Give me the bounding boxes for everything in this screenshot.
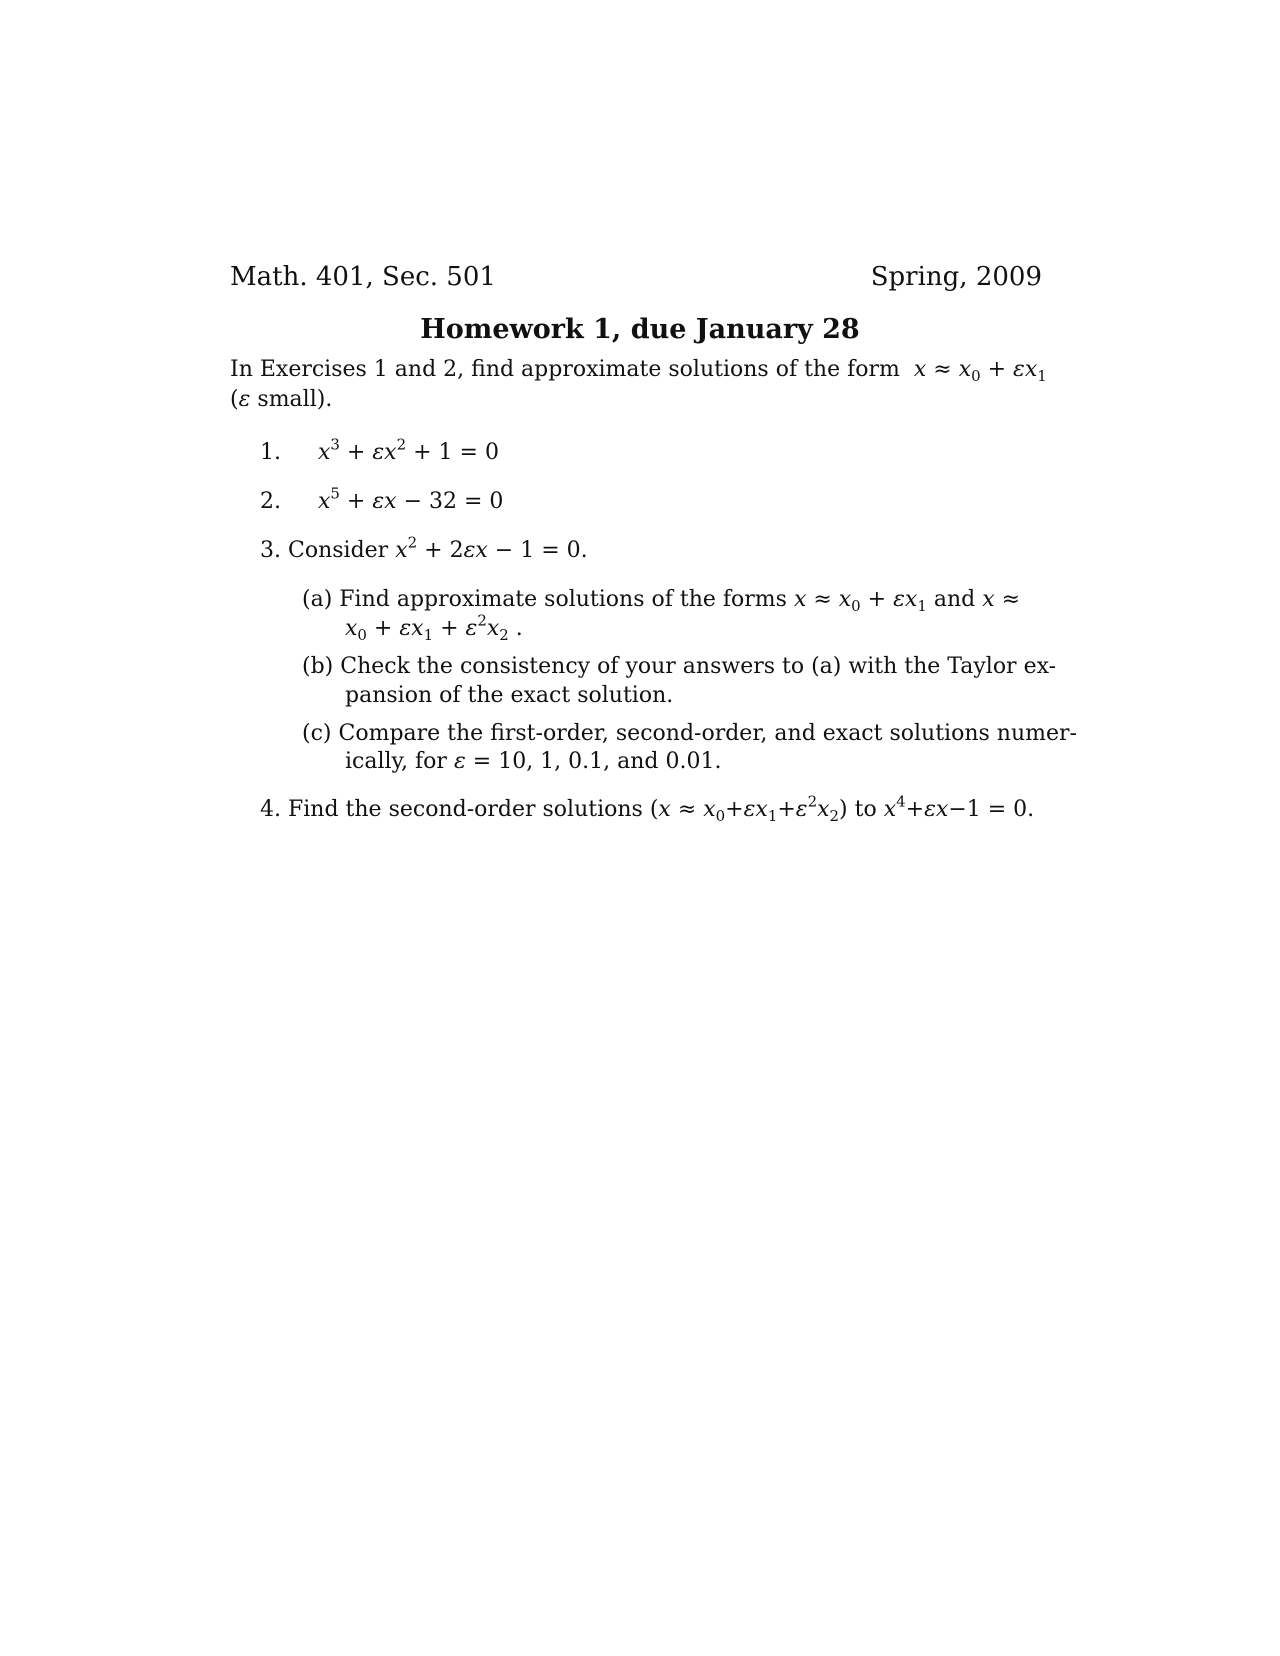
- exercise-number: 3.: [260, 538, 281, 563]
- part-c-text-1: Compare the first-order, second-order, and exact solutions numer-: [338, 721, 1077, 746]
- intro-text-2: small).: [257, 387, 333, 412]
- exercise-4-to: to: [854, 797, 877, 822]
- exercise-number: 4.: [260, 797, 281, 822]
- part-label: (b): [302, 654, 334, 679]
- part-c-text-2: ically, for: [345, 749, 447, 774]
- exercise-3-equation: $x^2 + 2\varepsilon x - 1 = 0$.: [395, 533, 588, 563]
- exercise-number: 2.: [260, 489, 281, 514]
- part-a-formula-1: $x \approx x_0 + \varepsilon x_1$: [793, 587, 927, 616]
- part-b-line-1: [302, 654, 1056, 679]
- course-label: Math. 401, Sec. 501: [230, 262, 496, 292]
- exercise-2-equation: $x^5 + \varepsilon x - 32 = 0$: [318, 484, 504, 514]
- intro-text: In Exercises 1 and 2, find approximate solutions of the form: [230, 357, 900, 382]
- exercise-4: [260, 792, 1035, 826]
- intro-line-2: (ε small).: [230, 387, 333, 412]
- exercise-3: [260, 533, 588, 563]
- part-c-line-1: [302, 721, 1077, 746]
- part-a-formula-2: $x_0 + \varepsilon x_1 + \varepsilon^2x_2$: [345, 611, 509, 645]
- part-c-line-2: [345, 749, 721, 774]
- exercise-1-equation: $x^3 + \varepsilon x^2 + 1 = 0$: [318, 435, 499, 465]
- term-label: Spring, 2009: [870, 262, 1042, 292]
- page-title: Homework 1, due January 28: [420, 314, 860, 345]
- part-b-line-2: pansion of the exact solution.: [345, 683, 674, 708]
- exercise-4-formula: $(x \approx x_0+\varepsilon x_1+\varepsilon^2x_2)$: [649, 792, 848, 826]
- part-a-and: and: [933, 587, 976, 612]
- intro-formula: $x \approx x_0 + \varepsilon x_1$: [906, 357, 1047, 386]
- exercise-3-text: Consider: [288, 538, 389, 563]
- exercise-4-text: Find the second-order solutions: [288, 797, 643, 822]
- part-c-values: 10, 1, 0.1, and 0.01.: [498, 749, 722, 774]
- part-label: (a): [302, 587, 333, 612]
- part-a-formula-2-start: x ≈: [982, 587, 1021, 612]
- part-b-text-1: Check the consistency of your answers to (a) with the Taylor ex-: [340, 654, 1057, 679]
- exercise-4-equation: $x^4+\varepsilon x-1 = 0$.: [883, 792, 1035, 822]
- part-label: (c): [302, 721, 332, 746]
- part-a-text: Find approximate solutions of the forms: [339, 587, 787, 612]
- part-a-line-2: $x_0 + \varepsilon x_1 + \varepsilon^2x_2$ .: [345, 611, 523, 645]
- exercise-number: 1.: [260, 440, 281, 465]
- epsilon-equals: ε =: [453, 749, 492, 774]
- exercise-1: [260, 435, 499, 465]
- exercise-2: [260, 484, 504, 514]
- intro-line-1: [230, 357, 1047, 386]
- epsilon-symbol: ε: [238, 387, 251, 412]
- part-a-line-1: [302, 587, 1021, 616]
